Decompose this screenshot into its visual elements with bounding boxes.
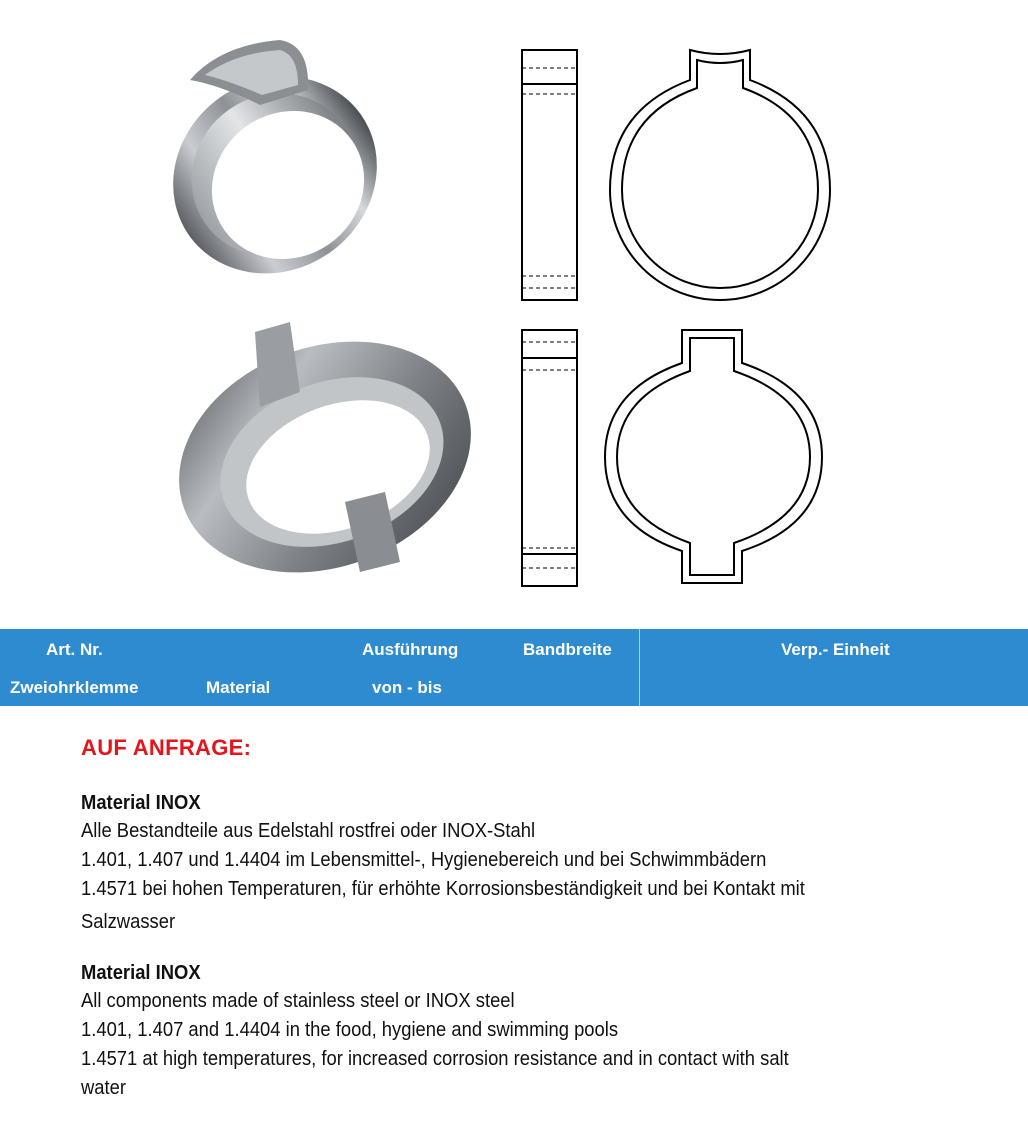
double-ear-front-view (600, 325, 830, 590)
header-ausfuehrung: Ausführung (362, 640, 459, 659)
header-zweiohrklemme: Zweiohrklemme (10, 678, 139, 697)
english-line: All components made of stainless steel or INOX steel (81, 990, 515, 1012)
english-line: water (81, 1077, 126, 1099)
double-ear-side-view (520, 328, 580, 590)
description-content (81, 735, 981, 1125)
english-line: 1.401, 1.407 and 1.4404 in the food, hygiene and swimming pools (81, 1019, 619, 1041)
table-header (0, 629, 1028, 706)
header-bandbreite: Bandbreite (523, 640, 612, 659)
english-line: 1.4571 at high temperatures, for increased corrosion resistance and in contact with salt (81, 1048, 789, 1070)
german-line: Alle Bestandteile aus Edelstahl rostfrei oder INOX-Stahl (81, 820, 536, 842)
on-request-notice: AUF ANFRAGE: (81, 735, 252, 760)
german-line: 1.401, 1.407 und 1.4404 im Lebensmittel-, Hygienebereich und bei Schwimmbädern (81, 849, 767, 871)
header-von-bis: von - bis (372, 678, 442, 697)
double-ear-clamp-photo (160, 312, 490, 592)
header-material: Material (206, 678, 271, 697)
single-ear-front-view (605, 40, 835, 305)
single-ear-side-view (520, 48, 580, 303)
german-heading: Material INOX (81, 792, 201, 814)
single-ear-clamp-photo (150, 25, 410, 305)
header-divider (639, 629, 640, 706)
english-heading: Material INOX (81, 962, 201, 984)
header-verp-einheit: Verp.- Einheit (781, 640, 890, 659)
german-description (81, 789, 981, 937)
header-art-nr: Art. Nr. (46, 640, 103, 659)
german-line: 1.4571 bei hohen Temperaturen, für erhöhte Korrosionsbeständigkeit und bei Kontakt mit (81, 878, 805, 900)
english-description (81, 959, 981, 1103)
german-line: Salzwasser (81, 911, 176, 933)
